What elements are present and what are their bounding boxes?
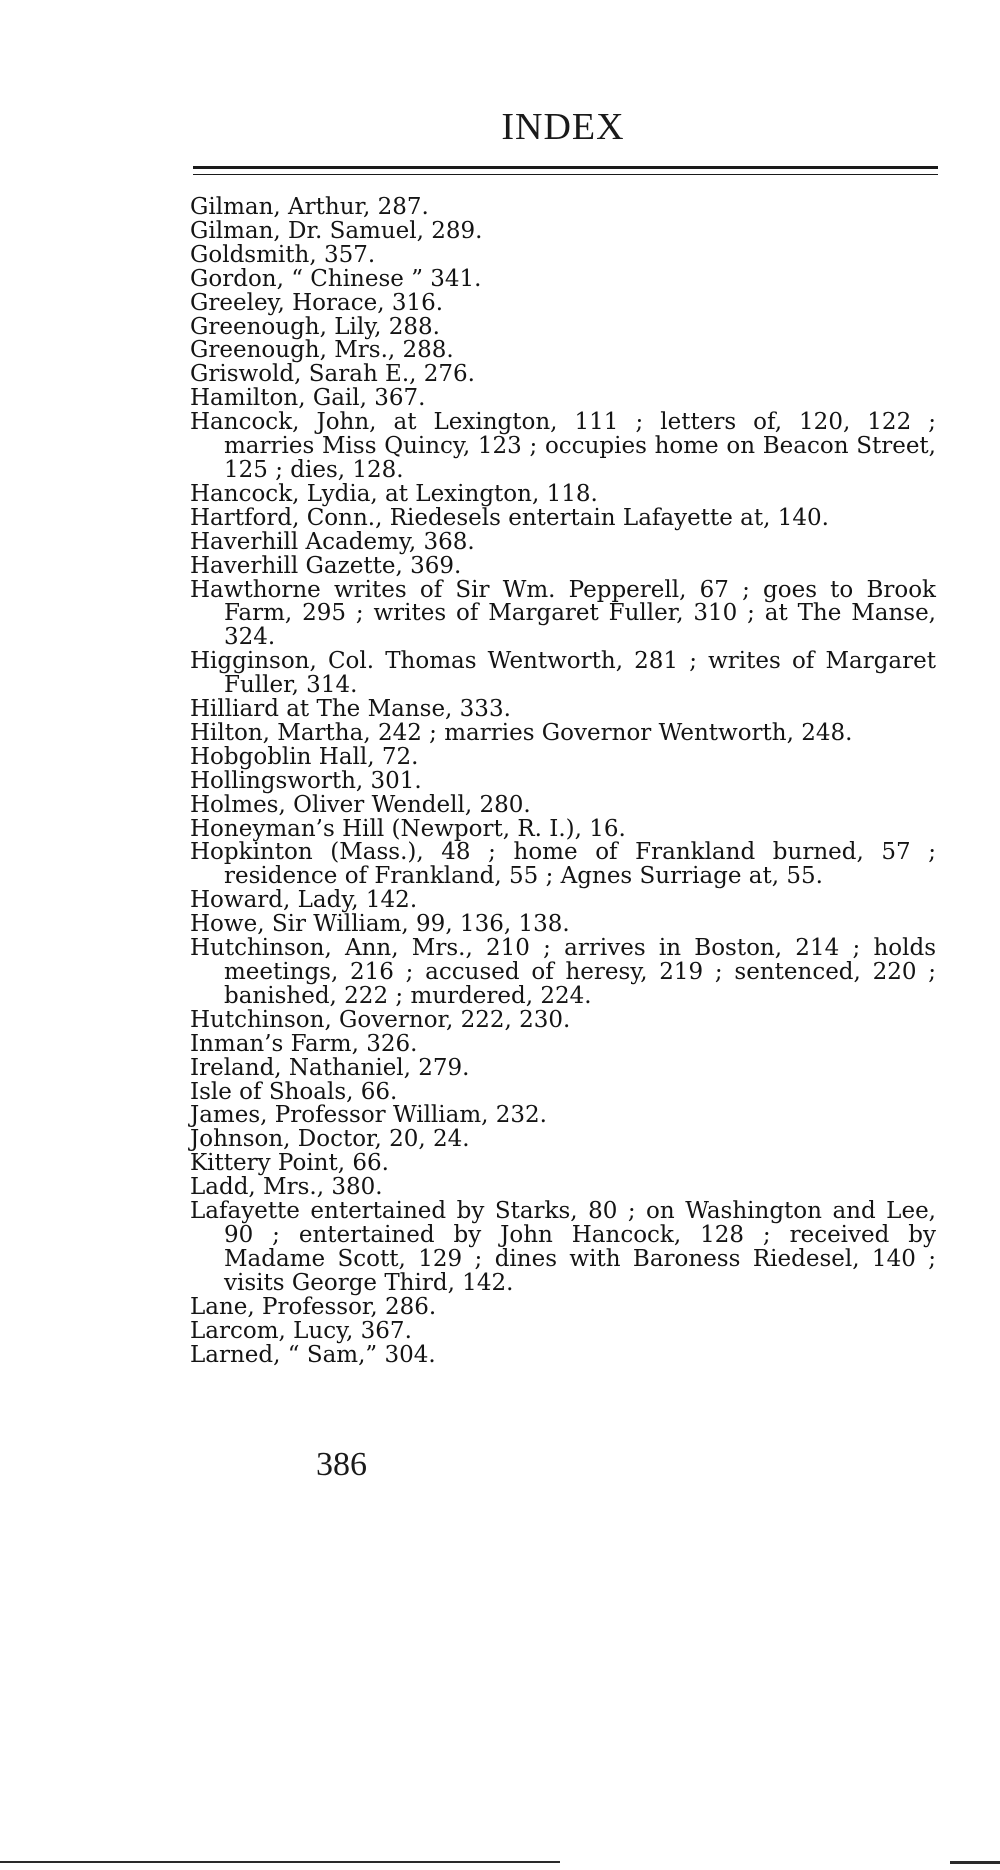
- index-entry: Hilton, Martha, 242 ; marries Governor Wentworth, 248.: [190, 719, 853, 746]
- index-entry: Johnson, Doctor, 20, 24.: [190, 1126, 470, 1153]
- index-entry: Haverhill Gazette, 369.: [190, 552, 462, 579]
- index-entry: Gilman, Dr. Samuel, 289.: [190, 217, 483, 244]
- index-entries: [190, 196, 936, 1367]
- index-entry: Ladd, Mrs., 380.: [190, 1174, 383, 1201]
- index-entry: Howe, Sir William, 99, 136, 138.: [190, 911, 570, 938]
- index-entry: Kittery Point, 66.: [190, 1150, 389, 1177]
- index-entry: James, Professor William, 232.: [190, 1102, 547, 1129]
- header-rule-thick: [193, 166, 938, 169]
- index-entry: Hartford, Conn., Riedesels entertain Lafayette at, 140.: [190, 504, 829, 531]
- index-entry: Hawthorne writes of Sir Wm. Pepperell, 67 ; goes to Brook Farm, 295 ; writes of Margaret Fuller, 310 ; at The Manse, 324.: [190, 576, 936, 651]
- index-entry: Griswold, Sarah E., 276.: [190, 361, 475, 388]
- index-entry: Howard, Lady, 142.: [190, 887, 418, 914]
- index-entry: Lafayette entertained by Starks, 80 ; on Washington and Lee, 90 ; entertained by John Hancock, 128 ; received by Madame Scott, 129 ; dines with Baroness Riedesel, 140 ; visits George Third, 142.: [190, 1198, 936, 1296]
- index-entry: Greenough, Mrs., 288.: [190, 337, 454, 364]
- index-entry: Hancock, John, at Lexington, 111 ; letters of, 120, 122 ; marries Miss Quincy, 123 ; occupies home on Beacon Street, 125 ; dies, 128.: [190, 409, 936, 483]
- index-entry: Hamilton, Gail, 367.: [190, 385, 426, 412]
- bottom-edge-rule: [0, 1861, 560, 1863]
- page-title: INDEX: [501, 106, 625, 148]
- index-entry: Larned, “ Sam,” 304.: [190, 1341, 436, 1368]
- index-entry: Hancock, Lydia, at Lexington, 118.: [190, 480, 598, 507]
- index-entry: Hopkinton (Mass.), 48 ; home of Frankland burned, 57 ; residence of Frankland, 55 ; Agnes Surriage at, 55.: [190, 839, 936, 890]
- header-rule-thin: [193, 174, 938, 175]
- index-entry: Greenough, Lily, 288.: [190, 313, 440, 340]
- index-entry: Isle of Shoals, 66.: [190, 1078, 398, 1105]
- index-entry: Gordon, “ Chinese ” 341.: [190, 265, 482, 292]
- index-entry: Gilman, Arthur, 287.: [190, 194, 429, 220]
- index-entry: Higginson, Col. Thomas Wentworth, 281 ; writes of Margaret Fuller, 314.: [190, 648, 936, 699]
- index-entry: Hutchinson, Ann, Mrs., 210 ; arrives in Boston, 214 ; holds meetings, 216 ; accused of heresy, 219 ; sentenced, 220 ; banished, 222 ; murdered, 224.: [190, 935, 936, 1009]
- bottom-edge-rule-right: [950, 1861, 1000, 1864]
- index-entry: Lane, Professor, 286.: [190, 1293, 437, 1320]
- page-number: 386: [316, 1446, 367, 1483]
- index-entry: Greeley, Horace, 316.: [190, 289, 444, 316]
- index-entry: Hutchinson, Governor, 222, 230.: [190, 1006, 571, 1033]
- index-entry: Holmes, Oliver Wendell, 280.: [190, 791, 531, 818]
- index-entry: Haverhill Academy, 368.: [190, 528, 475, 555]
- index-entry: Hobgoblin Hall, 72.: [190, 743, 419, 770]
- index-entry: Larcom, Lucy, 367.: [190, 1317, 412, 1344]
- index-entry: Hilliard at The Manse, 333.: [190, 696, 511, 723]
- index-entry: Goldsmith, 357.: [190, 241, 376, 268]
- index-entry: Inman’s Farm, 326.: [190, 1030, 418, 1057]
- index-entry: Honeyman’s Hill (Newport, R. I.), 16.: [190, 815, 626, 842]
- index-entry: Hollingsworth, 301.: [190, 767, 422, 794]
- index-entry: Ireland, Nathaniel, 279.: [190, 1054, 470, 1081]
